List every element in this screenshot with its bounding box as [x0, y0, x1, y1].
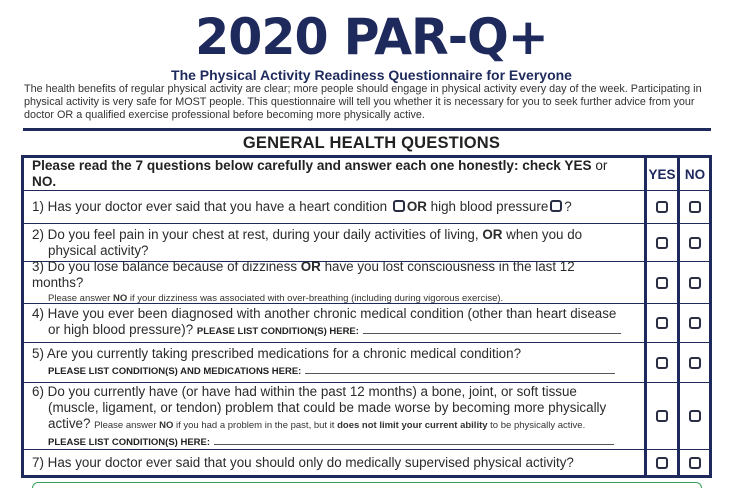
- question-3: [32, 258, 622, 304]
- instruction-or: or: [591, 158, 608, 173]
- question-text: (muscle, ligament, or tendon) problem that could be made worse by becoming more physically: [48, 399, 607, 415]
- question-text: Has your doctor ever said that you should only do medically supervised physical activity?: [47, 455, 574, 470]
- question-number: 4): [32, 306, 44, 321]
- question-text: when you do: [506, 226, 583, 242]
- q4-no-checkbox[interactable]: [689, 317, 701, 329]
- next-section-border: [32, 482, 702, 488]
- list-label: PLEASE LIST CONDITION(S) AND MEDICATIONS HERE:: [48, 365, 302, 377]
- note-text: Please answer: [94, 419, 160, 431]
- instruction-text: [32, 158, 622, 190]
- instruction-end: .: [52, 174, 57, 189]
- intro-paragraph: The health benefits of regular physical activity are clear; more people should engage in physical activity every day of the week. Participating in physical activity is very safe for MOST people. This questionnaire will tell you whether it is necessary for you to seek further advice from your doctor OR a qualified exercise professional before becoming more physically active.: [24, 83, 702, 121]
- question-text: or high blood pressure)?: [48, 322, 194, 337]
- note-bold: NO: [112, 292, 128, 304]
- table-row: [24, 224, 709, 262]
- note-text: if you had a problem in the past, but it: [173, 419, 338, 431]
- q5-yes-checkbox[interactable]: [656, 357, 668, 369]
- conditions-input-line[interactable]: [214, 434, 614, 445]
- medications-input-line[interactable]: [305, 363, 615, 374]
- question-text: high blood pressure: [430, 199, 549, 214]
- instruction-part: Please read the 7 questions below carefully and answer each one honestly: check: [32, 158, 565, 173]
- question-2: [32, 224, 622, 261]
- q2-yes-checkbox[interactable]: [656, 237, 668, 249]
- or-label: OR: [300, 258, 321, 274]
- section-heading: GENERAL HEALTH QUESTIONS: [242, 134, 501, 152]
- question-text: Has your doctor ever said that you have a heart condition: [47, 199, 388, 214]
- heart-condition-checkbox[interactable]: [393, 200, 405, 212]
- question-5: [32, 343, 622, 382]
- blood-pressure-checkbox[interactable]: [550, 200, 562, 212]
- table-row: [24, 191, 709, 224]
- instruction-yes: YES: [564, 158, 592, 173]
- divider: [23, 128, 711, 131]
- list-label: PLEASE LIST CONDITION(S) HERE:: [196, 326, 359, 337]
- or-label: OR: [482, 226, 503, 242]
- note-bold: does not limit your current ability: [337, 419, 488, 431]
- question-7: [32, 450, 622, 476]
- question-1: [32, 191, 622, 223]
- question-number: 3): [32, 258, 44, 274]
- q1-no-checkbox[interactable]: [689, 201, 701, 213]
- question-text: Do you currently have (or have had within the past 12 months) a bone, joint, or soft tissue: [47, 383, 577, 399]
- question-number: 7): [32, 455, 44, 470]
- question-number: 5): [32, 345, 44, 361]
- question-number: 6): [32, 383, 44, 399]
- q1-yes-checkbox[interactable]: [656, 201, 668, 213]
- table-row: [24, 258, 709, 304]
- list-label: PLEASE LIST CONDITION(S) HERE:: [48, 436, 211, 448]
- or-label: OR: [406, 199, 427, 214]
- table-row: [24, 343, 709, 383]
- q6-yes-checkbox[interactable]: [656, 410, 668, 422]
- question-text: Do you feel pain in your chest at rest, during your daily activities of living,: [47, 226, 479, 242]
- form-subtitle: The Physical Activity Readiness Questionnaire for Everyone: [171, 67, 572, 83]
- table-row: [24, 304, 709, 343]
- question-end: ?: [564, 199, 572, 214]
- q7-no-checkbox[interactable]: [689, 457, 701, 469]
- table-row: [24, 450, 709, 476]
- question-text: physical activity?: [48, 242, 149, 258]
- note-text: to be physically active.: [487, 419, 586, 431]
- conditions-input-line[interactable]: [363, 323, 621, 334]
- question-text: active?: [48, 415, 91, 431]
- q6-no-checkbox[interactable]: [689, 410, 701, 422]
- q2-no-checkbox[interactable]: [689, 237, 701, 249]
- note-text: Please answer: [48, 292, 113, 304]
- note-text: if your dizziness was associated with over-breathing (including during vigorous exercise).: [127, 292, 504, 304]
- column-header-no: NO: [684, 166, 706, 182]
- question-text: Are you currently taking prescribed medications for a chronic medical condition?: [46, 345, 522, 361]
- question-number: 1): [32, 199, 44, 214]
- q5-no-checkbox[interactable]: [689, 357, 701, 369]
- q4-yes-checkbox[interactable]: [656, 317, 668, 329]
- form-title: 2020 PAR-Q+: [195, 8, 548, 66]
- question-text: Do you lose balance because of dizziness: [47, 258, 298, 274]
- table-row: [24, 383, 709, 450]
- q3-no-checkbox[interactable]: [689, 277, 701, 289]
- question-4: [32, 304, 622, 342]
- note-bold: NO: [159, 419, 174, 431]
- q3-yes-checkbox[interactable]: [656, 277, 668, 289]
- questions-table: [21, 155, 712, 478]
- question-number: 2): [32, 226, 44, 242]
- q7-yes-checkbox[interactable]: [656, 457, 668, 469]
- question-6: [32, 383, 622, 449]
- instruction-no: NO: [32, 174, 53, 189]
- table-header-row: [24, 158, 709, 191]
- question-text: have you lost consciousness in the last 12 months?: [32, 258, 575, 290]
- column-header-yes: YES: [648, 166, 676, 182]
- question-text: Have you ever been diagnosed with another chronic medical condition (other than heart disease: [47, 306, 617, 321]
